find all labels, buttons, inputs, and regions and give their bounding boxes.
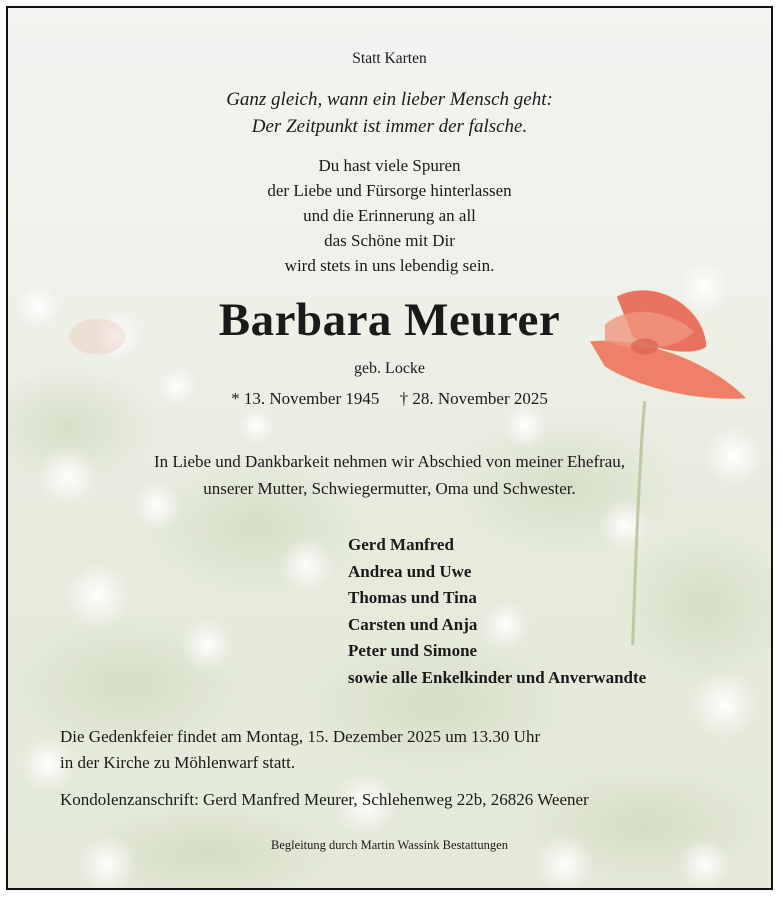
funeral-home-credit: Begleitung durch Martin Wassink Bestattungen (271, 838, 508, 852)
verse-line: der Liebe und Fürsorge hinterlassen (267, 181, 512, 200)
quote-line: Ganz gleich, wann ein lieber Mensch geht: (226, 89, 553, 110)
mourner-entry: Thomas und Tina (348, 588, 477, 607)
mourner-entry: Gerd Manfred (348, 535, 454, 554)
mourners-list (348, 532, 646, 691)
memorial-verse (8, 153, 771, 278)
opening-quote (8, 86, 771, 140)
mourner-entry: Peter und Simone (348, 641, 478, 660)
obituary-frame (6, 6, 773, 890)
verse-line: und die Erinnerung an all (303, 206, 476, 225)
farewell-line: In Liebe und Dankbarkeit nehmen wir Abschied von meiner Ehefrau, (153, 452, 626, 471)
quote-line: Der Zeitpunkt ist immer der falsche. (251, 116, 528, 137)
ceremony-line: in der Kirche zu Möhlenwarf statt. (60, 753, 296, 772)
deceased-name: Barbara Meurer (218, 294, 561, 346)
ceremony-line: Die Gedenkfeier findet am Montag, 15. Dezember 2025 um 13.30 Uhr (60, 727, 541, 746)
mourner-entry: Carsten und Anja (348, 614, 478, 634)
death-date: † 28. November 2025 (399, 389, 548, 408)
obituary-content (8, 8, 771, 888)
statt-karten-label: Statt Karten (352, 50, 427, 67)
verse-line: Du hast viele Spuren (318, 156, 461, 175)
farewell-line: unserer Mutter, Schwiegermutter, Oma und Schwester. (203, 479, 576, 498)
birth-name: geb. Locke (353, 360, 426, 377)
life-dates (8, 389, 771, 409)
mourner-entry: sowie alle Enkelkinder und Anverwandte (348, 667, 647, 687)
mourner-entry: Andrea und Uwe (348, 561, 472, 581)
condolence-address: Kondolenzanschrift: Gerd Manfred Meurer, Schlehenweg 22b, 26826 Weener (60, 790, 589, 809)
ceremony-info (60, 724, 540, 776)
verse-line: das Schöne mit Dir (324, 231, 455, 250)
farewell-text (8, 448, 771, 502)
verse-line: wird stets in uns lebendig sein. (284, 256, 495, 275)
birth-date: * 13. November 1945 (231, 389, 380, 408)
